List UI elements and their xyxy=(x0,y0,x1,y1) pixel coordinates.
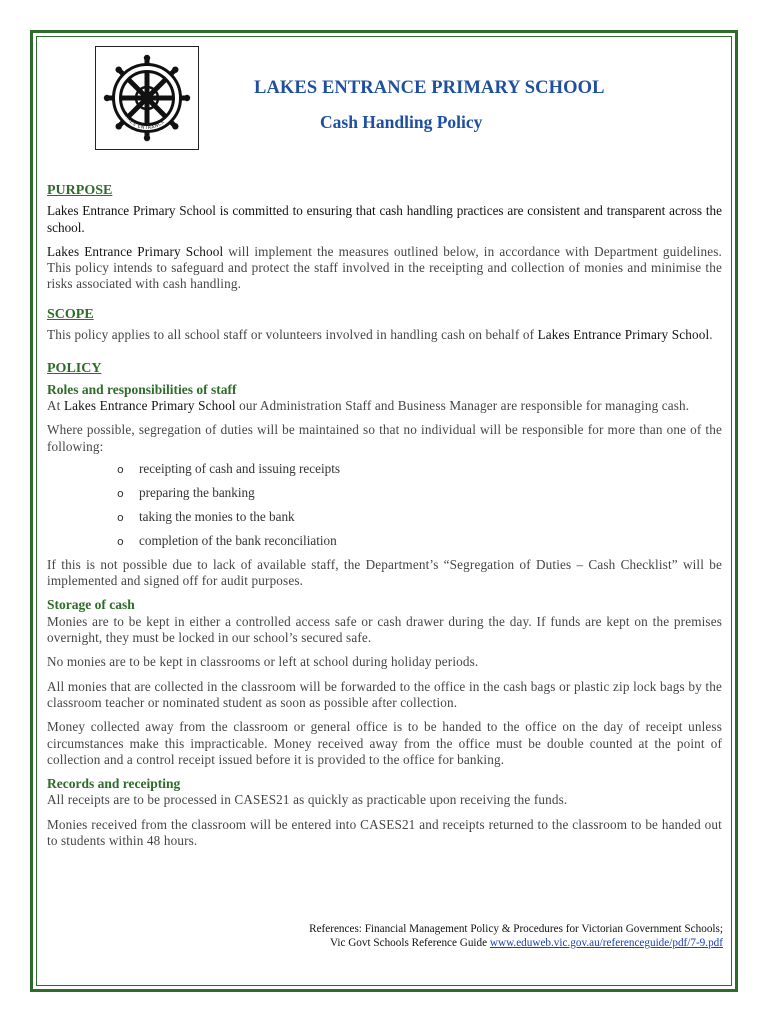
school-name-inline: Lakes Entrance Primary School xyxy=(63,397,236,413)
bullet-marker: o xyxy=(117,510,124,524)
roles-paragraph-1 xyxy=(47,398,722,414)
records-paragraph-1: All receipts are to be processed in CASES21 as quickly as practicable upon receiving the funds. xyxy=(47,792,568,808)
purpose-paragraph-1: Lakes Entrance Primary School is committed to ensuring that cash handling practices are consistent and transparent across the school. xyxy=(47,203,722,235)
list-item xyxy=(117,533,722,550)
document-body xyxy=(47,183,722,849)
references xyxy=(309,922,723,950)
duties-list xyxy=(47,461,722,550)
policy-heading: POLICY xyxy=(47,361,102,377)
school-name-inline: Lakes Entrance Primary School xyxy=(47,243,224,259)
purpose-paragraph-2 xyxy=(47,244,722,293)
school-name-inline: Lakes Entrance Primary School xyxy=(537,327,710,343)
list-item-text: receipting of cash and issuing receipts xyxy=(139,460,341,476)
roles-paragraph-1-start: At xyxy=(47,397,64,413)
list-item xyxy=(117,509,722,526)
records-subheading: Records and receipting xyxy=(47,776,181,792)
scope-paragraph-end: . xyxy=(709,327,713,343)
policy-title: Cash Handling Policy xyxy=(320,112,483,132)
references-line-2-prefix: Vic Govt Schools Reference Guide xyxy=(329,937,490,949)
storage-paragraph-3: All monies that are collected in the classroom will be forwarded to the office in the cash bags or plastic zip lock bags by the classroom teacher or nominated student as soon as possible after collection. xyxy=(47,678,722,710)
references-line-1: References: Financial Management Policy & Procedures for Victorian Government Schools; xyxy=(309,923,723,935)
roles-paragraph-2: Where possible, segregation of duties will be maintained so that no individual will be responsible for more than one of the following: xyxy=(47,422,722,454)
storage-subheading: Storage of cash xyxy=(47,597,135,613)
bullet-marker: o xyxy=(117,534,124,548)
reference-guide-link[interactable]: www.eduweb.vic.gov.au/referenceguide/pdf/7-9.pdf xyxy=(489,937,723,949)
bullet-marker: o xyxy=(117,486,124,500)
storage-paragraph-4: Money collected away from the classroom or general office is to be handed to the office on the day of receipt unless circumstances make this impracticable. Money received away from the office must be double counted at the point of collection and a control receipt issued before it is provided to the office for banking. xyxy=(47,719,722,767)
roles-paragraph-3: If this is not possible due to lack of available staff, the Department’s “Segregation of Duties – Cash Checklist” will be implemented and signed off for audit purposes. xyxy=(47,556,722,589)
logo-text: LAKES ENTRANCE xyxy=(121,111,167,132)
bullet-marker: o xyxy=(117,462,124,476)
storage-paragraph-2: No monies are to be kept in classrooms or left at school during holiday periods. xyxy=(47,654,479,670)
school-name: LAKES ENTRANCE PRIMARY SCHOOL xyxy=(254,78,605,98)
scope-paragraph xyxy=(47,327,722,343)
ships-wheel-icon xyxy=(98,49,196,147)
purpose-heading: PURPOSE xyxy=(47,183,113,198)
roles-paragraph-1-text: our Administration Staff and Business Manager are responsible for managing cash. xyxy=(235,397,690,413)
records-paragraph-2: Monies received from the classroom will be entered into CASES21 and receipts returned to the classroom to be handed out to students within 48 hours. xyxy=(47,816,722,849)
list-item-text: preparing the banking xyxy=(139,484,255,500)
scope-heading: SCOPE xyxy=(47,306,94,322)
list-item xyxy=(117,485,722,502)
school-logo xyxy=(95,46,199,150)
purpose-paragraph-2-text: will implement the measures outlined below, in accordance with Department guidelines. This policy intends to safeguard and protect the staff involved in the receipting and collection of monies and minimise the risks associated with cash handling. xyxy=(47,243,722,292)
list-item xyxy=(117,461,722,478)
scope-paragraph-text: This policy applies to all school staff or volunteers involved in handling cash on behalf of xyxy=(47,327,538,343)
storage-paragraph-1: Monies are to be kept in either a controlled access safe or cash drawer during the day. If funds are kept on the premises overnight, they must be locked in our school’s secured safe. xyxy=(47,613,722,646)
list-item-text: taking the monies to the bank xyxy=(139,508,295,524)
list-item-text: completion of the bank reconciliation xyxy=(139,532,337,548)
roles-subheading: Roles and responsibilities of staff xyxy=(47,381,237,397)
references-line-2 xyxy=(309,936,723,950)
